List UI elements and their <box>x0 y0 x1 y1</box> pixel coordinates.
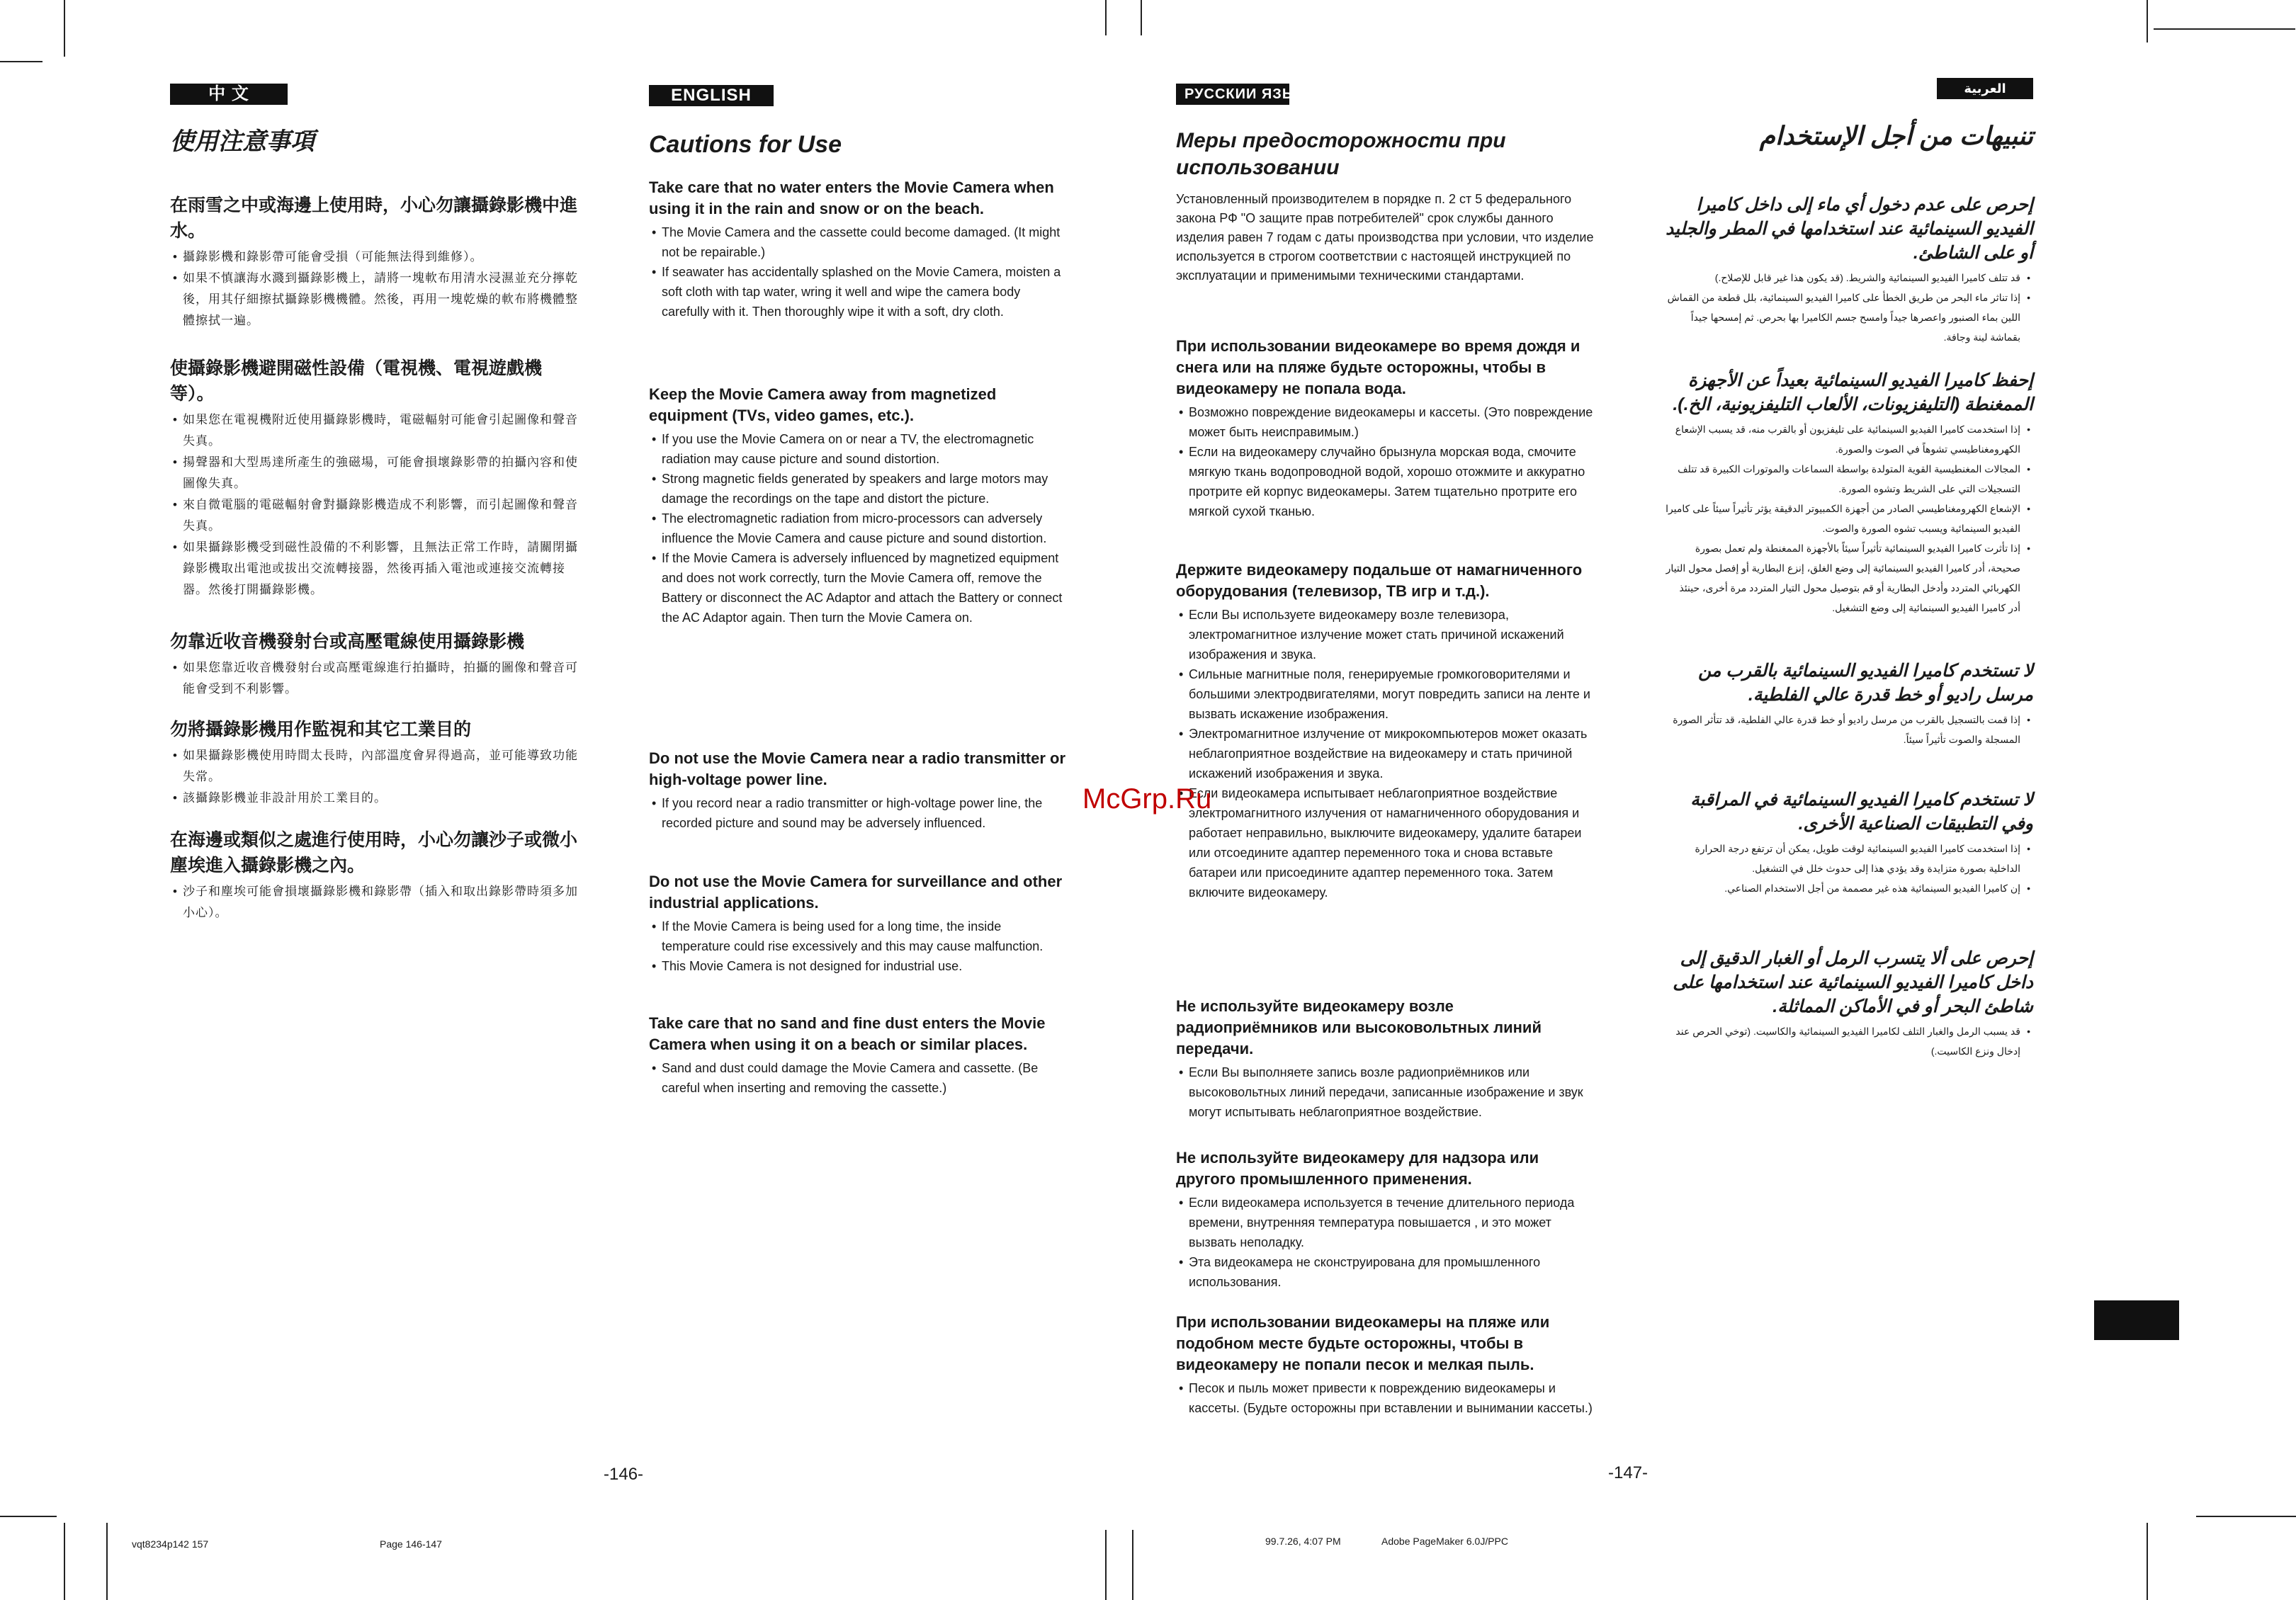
english-language-tag: ENGLISH <box>649 85 774 106</box>
chinese-title: 使用注意事項 <box>170 128 315 155</box>
chinese-bullet: • 如果您靠近收音機發射台或高壓電線進行拍攝時，拍攝的圖像和聲音可能會受到不利影響。 <box>170 657 581 700</box>
english-bullet: • If seawater has accidentally splashed on the Movie Camera, moisten a soft cloth with tap water, wring it well and wipe the camera body carefully with it. Then thoroughly wipe it with a soft, dry cloth. <box>649 262 1067 322</box>
english-heading-3: Do not use the Movie Camera near a radio transmitter or high-voltage power line. <box>649 749 1066 788</box>
crop-mark <box>2147 0 2148 42</box>
russian-language-tag: РУССКИИ ЯЗЫК <box>1176 84 1289 105</box>
chinese-section-2 <box>170 356 581 601</box>
russian-section-1 <box>1176 336 1594 521</box>
russian-section-4 <box>1176 1147 1594 1292</box>
chinese-heading-5: 在海邊或類似之處進行使用時，小心勿讓沙子或微小塵埃進入攝錄影機之內。 <box>170 830 578 875</box>
english-title: Cautions for Use <box>649 131 842 158</box>
russian-bullet: • Если видеокамера испытывает неблагоприятное воздействие электромагнитного излучения от намагниченного оборудования и работает неправильно, выключите видеокамеру, удалите батареи или отсоедините адаптер переменного тока и снова вставьте батареи или присоедините адаптер переменного тока. Затем включите видеокамеру. <box>1176 783 1594 902</box>
arabic-bullet: • إذا استخدمت كاميرا الفيديو السينمائية على تليفزيون أو بالقرب منه، قد يسبب الإشعاع الكهرومغناطيسي تشوهاً في الصوت والصورة. <box>1665 419 2033 459</box>
russian-bullet: • Если на видеокамеру случайно брызнула морская вода, смочите мягкую ткань водопроводной водой, хорошо отожмите и аккуратно протрите ей корпус видеокамеры. Затем тщательно протрите его мягкой сухой тканью. <box>1176 442 1594 521</box>
thumb-index-tab <box>2094 1300 2179 1340</box>
footer-page-range: Page 146-147 <box>380 1538 442 1550</box>
russian-heading-5: При использовании видеокамеры на пляже или подобном месте будьте осторожны, чтобы в видеокамеру не попали песок и мелкая пыль. <box>1176 1313 1550 1373</box>
chinese-bullet: • 如果您在電視機附近使用攝錄影機時，電磁輻射可能會引起圖像和聲音失真。 <box>170 409 581 452</box>
english-bullet: • If you record near a radio transmitter or high-voltage power line, the recorded picture and sound may be adversely influenced. <box>649 793 1067 833</box>
english-heading-2: Keep the Movie Camera away from magnetized equipment (TVs, video games, etc.). <box>649 385 997 424</box>
arabic-bullet: • المجالات المغنطيسية القوية المتولدة بواسطة السماعات والموتورات الكبيرة قد تتلف التسجيلات التي على الشريط وتشوه الصورة. <box>1665 459 2033 499</box>
english-section-2 <box>649 384 1067 628</box>
crop-mark <box>1141 0 1142 35</box>
arabic-bullet: • الإشعاع الكهرومغناطيسي الصادر من أجهزة الكمبيوتر الدقيقة يؤثر تأثيراً سيئاً على كاميرا الفيديو السينمائية ويسبب تشوه الصورة والصوت. <box>1665 499 2033 538</box>
watermark: McGrp.Ru <box>1082 783 1212 815</box>
russian-bullet: • Сильные магнитные поля, генерируемые громкоговорителями и большими электродвигателями, могут повредить записи на ленте и вызвать искажение изображения. <box>1176 664 1594 724</box>
chinese-bullet: • 該攝錄影機並非設計用於工業目的。 <box>170 788 581 809</box>
arabic-title: تنبيهات من أجل الإستخدام <box>1759 121 2033 150</box>
english-bullet: • The Movie Camera and the cassette could become damaged. (It might not be repairable.) <box>649 222 1067 262</box>
arabic-bullet: • إذا قمت بالتسجيل بالقرب من مرسل راديو أو خط قدرة عالي الفلطية، قد تتأثر الصورة المسجلة والصوت تأثيراً سيئاً. <box>1665 710 2033 749</box>
crop-mark <box>2154 28 2295 30</box>
footer-datetime: 99.7.26, 4:07 PM <box>1265 1536 1341 1547</box>
arabic-bullet: • إذا تناثر ماء البحر من طريق الخطأ على كاميرا الفيديو السينمائية، بلل قطعة من القماش اللين بماء الصنبور واعصرها جيداً وامسح جسم الكاميرا بها بحرص. ثم إمسحها جيداً بقماشة لينة وجافة. <box>1665 288 2033 347</box>
chinese-bullet: • 來自微電腦的電磁輻射會對攝錄影機造成不利影響，而引起圖像和聲音失真。 <box>170 494 581 537</box>
russian-heading-3: Не используйте видеокамеру возле радиоприёмников или высоковольтных линий передачи. <box>1176 997 1542 1057</box>
arabic-bullet: • قد يسبب الرمل والغبار التلف لكاميرا الفيديو السينمائية والكاسيت. (توخي الحرص عند إدخال ونزع الكاسيت.) <box>1665 1021 2033 1061</box>
english-bullet: • If you use the Movie Camera on or near a TV, the electromagnetic radiation may cause picture and sound distortion. <box>649 429 1067 469</box>
arabic-section-2 <box>1665 368 2033 618</box>
crop-mark <box>0 1516 57 1517</box>
english-section-1 <box>649 177 1067 322</box>
crop-mark <box>64 1523 65 1600</box>
chinese-heading-2: 使攝錄影機避開磁性設備（電視機、電視遊戲機等）。 <box>170 358 543 404</box>
crop-mark <box>1105 0 1107 35</box>
chinese-bullet: • 如果不慎讓海水濺到攝錄影機上，請將一塊軟布用清水浸濕並充分擰乾後，用其仔細擦拭攝錄影機機體。然後，再用一塊乾燥的軟布將機體整體擦拭一遍。 <box>170 268 581 331</box>
english-bullet: • This Movie Camera is not designed for industrial use. <box>649 956 1067 976</box>
english-heading-1: Take care that no water enters the Movie Camera when using it in the rain and snow or on the beach. <box>649 178 1054 217</box>
english-heading-4: Do not use the Movie Camera for surveillance and other industrial applications. <box>649 873 1063 912</box>
arabic-bullet: • إذا استخدمت كاميرا الفيديو السينمائية لوقت طويل، يمكن أن ترتفع درجة الحرارة الداخلية بصورة متزايدة وقد يؤدي هذا إلى حدوث خلل في التشغيل. <box>1665 839 2033 878</box>
page-number-right: -147- <box>1608 1463 1649 1482</box>
russian-bullet: • Возможно повреждение видеокамеры и кассеты. (Это повреждение может быть неисправимым.) <box>1176 402 1594 442</box>
chinese-bullet: • 攝錄影機和錄影帶可能會受損（可能無法得到維修）。 <box>170 246 581 268</box>
arabic-section-4 <box>1665 788 2033 898</box>
english-section-5 <box>649 1013 1067 1098</box>
russian-section-5 <box>1176 1312 1594 1418</box>
english-bullet: • Sand and dust could damage the Movie Camera and cassette. (Be careful when inserting and removing the cassette.) <box>649 1058 1067 1098</box>
english-bullet: • If the Movie Camera is adversely influenced by magnetized equipment and does not work correctly, turn the Movie Camera off, remove the Battery or disconnect the AC Adaptor and attach the Battery or connect the AC Adaptor again. Then turn the Movie Camera on. <box>649 548 1067 628</box>
chinese-bullet: • 如果攝錄影機受到磁性設備的不利影響，且無法正常工作時，請關閉攝錄影機取出電池或拔出交流轉接器，然後再插入電池或連接交流轉接器。然後打開攝錄影機。 <box>170 537 581 601</box>
english-bullet: • The electromagnetic radiation from micro-processors can adversely influence the Movie Camera and cause picture and sound distortion. <box>649 509 1067 548</box>
chinese-heading-1: 在雨雪之中或海邊上使用時，小心勿讓攝錄影機中進水。 <box>170 195 578 241</box>
arabic-heading-5: إحرص على ألا يتسرب الرمل أو الغبار الدقيق إلى داخل كاميرا الفيديو السينمائية عند استخدامها على شاطئ البحر أو في الأماكن المماثلة. <box>1673 948 2033 1016</box>
chinese-heading-4: 勿將攝錄影機用作監視和其它工業目的 <box>170 720 472 739</box>
chinese-bullet: • 如果攝錄影機使用時間太長時，內部溫度會昇得過高，並可能導致功能失常。 <box>170 745 581 788</box>
crop-mark <box>64 0 65 57</box>
russian-bullet: • Если Вы выполняете запись возле радиоприёмников или высоковольтных линий передачи, записанные изображение и звук могут испытывать неблагоприятное воздействие. <box>1176 1062 1594 1122</box>
chinese-bullet: • 揚聲器和大型馬達所產生的強磁場，可能會損壞錄影帶的拍攝內容和使圖像失真。 <box>170 452 581 494</box>
crop-mark <box>0 61 43 62</box>
chinese-language-tag: 中 文 <box>170 84 288 105</box>
chinese-section-3 <box>170 629 581 700</box>
arabic-heading-4: لا تستخدم كاميرا الفيديو السينمائية في المراقبة وفي التطبيقات الصناعية الأخرى. <box>1690 790 2033 834</box>
arabic-heading-2: إحفظ كاميرا الفيديو السينمائية بعيداً عن الأجهزة الممغنطة (التليفزيونات، الألعاب التليفزيونية، الخ.). <box>1673 370 2033 414</box>
arabic-heading-3: لا تستخدم كاميرا الفيديو السينمائية بالقرب من مرسل راديو أو خط قدرة عالي الفلطية. <box>1698 661 2033 705</box>
page-number-left: -146- <box>604 1465 644 1484</box>
russian-heading-1: При использовании видеокамере во время дождя и снега или на пляже будьте осторожны, чтобы в видеокамеру не попала вода. <box>1176 337 1580 397</box>
footer-filename: vqt8234p142 157 <box>132 1538 209 1550</box>
chinese-section-5 <box>170 827 581 924</box>
russian-section-2 <box>1176 560 1594 902</box>
arabic-section-5 <box>1665 946 2033 1061</box>
arabic-bullet: • إن كاميرا الفيديو السينمائية هذه غير مصممة من أجل الاستخدام الصناعي. <box>1665 878 2033 898</box>
russian-bullet: • Если видеокамера используется в течение длительного периода времени, внутренняя температура повышается , и это может вызвать неполадку. <box>1176 1193 1594 1252</box>
chinese-heading-3: 勿靠近收音機發射台或高壓電線使用攝錄影機 <box>170 632 525 652</box>
arabic-language-tag: العربية <box>1937 78 2033 99</box>
english-heading-5: Take care that no sand and fine dust enters the Movie Camera when using it on a beach or similar places. <box>649 1014 1046 1053</box>
russian-title: Меры предосторожности при использовании <box>1176 129 1506 179</box>
english-bullet: • If the Movie Camera is being used for a long time, the inside temperature could rise excessively and this may cause malfunction. <box>649 917 1067 956</box>
crop-mark <box>2147 1523 2148 1600</box>
crop-mark <box>1132 1530 1133 1600</box>
arabic-section-1 <box>1665 193 2033 347</box>
footer-application: Adobe PageMaker 6.0J/PPC <box>1381 1536 1508 1547</box>
crop-mark <box>106 1523 108 1600</box>
russian-heading-2: Держите видеокамеру подальше от намагниченного оборудования (телевизор, ТВ игр и т.д.). <box>1176 561 1583 600</box>
russian-bullet: • Эта видеокамера не сконструирована для промышленного использования. <box>1176 1252 1594 1292</box>
russian-bullet: • Песок и пыль может привести к повреждению видеокамеры и кассеты. (Будьте осторожны при вставлении и вынимании кассеты.) <box>1176 1378 1594 1418</box>
russian-bullet: • Электромагнитное излучение от микрокомпьютеров может оказать неблагоприятное воздействие на видеокамеру и стать причиной искажений изображения и звука. <box>1176 724 1594 783</box>
english-section-4 <box>649 871 1067 976</box>
arabic-section-3 <box>1665 659 2033 749</box>
russian-intro: Установленный производителем в порядке п. 2 ст 5 федерального закона РФ "О защите прав потребителей" срок службы данного изделия равен 7 годам с даты производства при условии, что изделие используется в строгом соответствии с настоящей инструкцией по эксплуатации и применимыми техническими стандартами. <box>1176 192 1594 283</box>
english-bullet: • Strong magnetic fields generated by speakers and large motors may damage the recordings on the tape and distort the picture. <box>649 469 1067 509</box>
arabic-bullet: • قد تتلف كاميرا الفيديو السينمائية والشريط. (قد يكون هذا غير قابل للإصلاح.) <box>1665 268 2033 288</box>
russian-bullet: • Если Вы используете видеокамеру возле телевизора, электромагнитное излучение может стать причиной искажений изображения и звука. <box>1176 605 1594 664</box>
crop-mark <box>2196 1516 2296 1517</box>
chinese-section-1 <box>170 193 581 331</box>
english-section-3 <box>649 748 1067 833</box>
russian-heading-4: Не используйте видеокамеру для надзора или другого промышленного применения. <box>1176 1149 1539 1188</box>
russian-section-3 <box>1176 996 1594 1122</box>
chinese-section-4 <box>170 717 581 809</box>
arabic-heading-1: إحرص على عدم دخول أي ماء إلى داخل كاميرا الفيديو السينمائية عند استخدامها في المطر والجليد أو على الشاطئ. <box>1666 195 2033 263</box>
chinese-bullet: • 沙子和塵埃可能會損壞攝錄影機和錄影帶（插入和取出錄影帶時須多加小心）。 <box>170 881 581 924</box>
arabic-bullet: • إذا تأثرت كاميرا الفيديو السينمائية تأثيراً سيئاً بالأجهزة الممغنطة ولم تعمل بصورة صحيحة، أدر كاميرا الفيديو السينمائية إلى وضع الغلق، إنزع البطارية أو إفصل محول التيار الكهربائي المتردد وأدخل البطارية أو قم بتوصيل محول التيار المتردد مرة أخرى، حينئذ أدر كاميرا الفيديو السينمائية إلى وضع التشغيل. <box>1665 538 2033 618</box>
crop-mark <box>1105 1530 1107 1600</box>
